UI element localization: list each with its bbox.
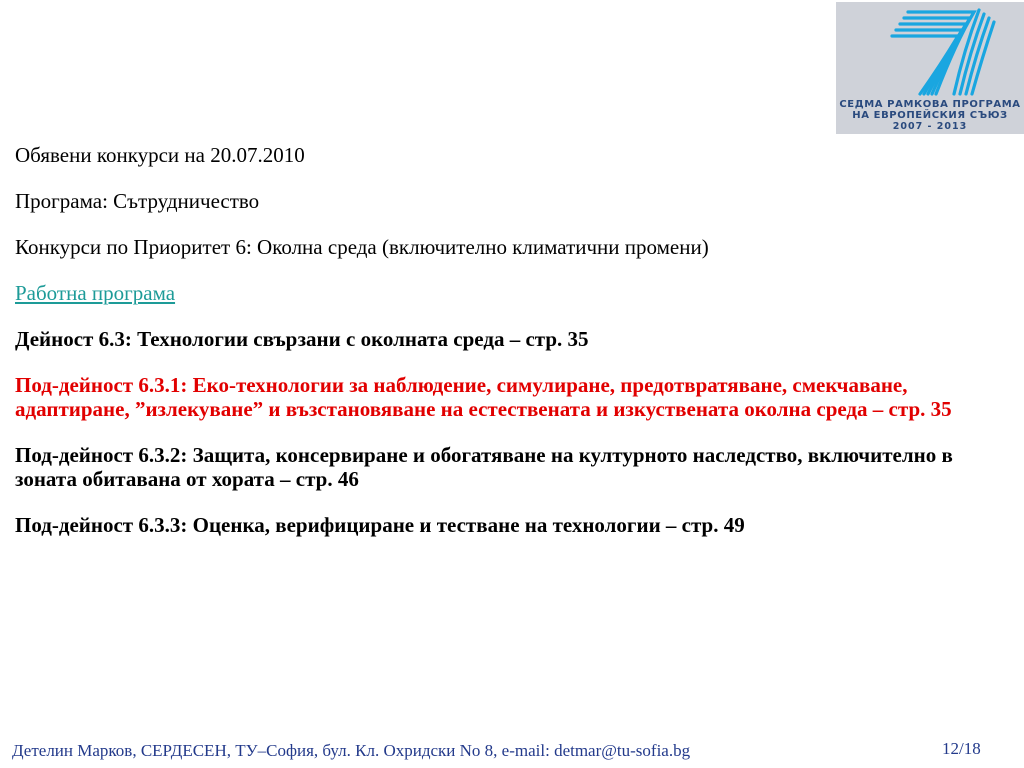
program-name: Програма: Сътрудничество [15, 189, 260, 213]
footer-author: Детелин Марков, СЕРДЕСЕН, ТУ–София, бул. Кл. Охридски No 8, e-mail: detmar@tu-sofia.bg [12, 741, 691, 760]
logo-caption-years: 2007 - 2013 [892, 121, 968, 132]
page-number: 12/18 [942, 739, 981, 758]
sub-activity-6-3-2: Под-дейност 6.3.2: Защита, консервиране и обогатяване на културното наследство, включително в зоната обитавана от хората – стр. 46 [15, 443, 953, 491]
logo-caption-line1: СЕДМА РАМКОВА ПРОГРАМА [839, 99, 1021, 110]
sub-activity-6-3-1: Под-дейност 6.3.1: Еко-технологии за наблюдение, симулиране, предотвратяване, смекчаване, адаптиране, ”излекуване” и възстановяване на естествената и изкуствената околна среда – стр. 35 [15, 373, 952, 421]
sub-activity-6-3-3: Под-дейност 6.3.3: Оценка, верифициране и тестване на технологии – стр. 49 [15, 513, 745, 537]
fp7-logo [836, 2, 1024, 134]
priority-calls: Конкурси по Приоритет 6: Околна среда (включително климатични промени) [15, 235, 709, 259]
activity-6-3: Дейност 6.3: Технологии свързани с околната среда – стр. 35 [15, 327, 589, 351]
slide-content [15, 143, 1005, 559]
announcement-date: Обявени конкурси на 20.07.2010 [15, 143, 305, 167]
logo-caption-line2: НА ЕВРОПЕЙСКИЯ СЪЮЗ [852, 110, 1008, 121]
work-programme-link[interactable]: Работна програма [15, 281, 176, 305]
